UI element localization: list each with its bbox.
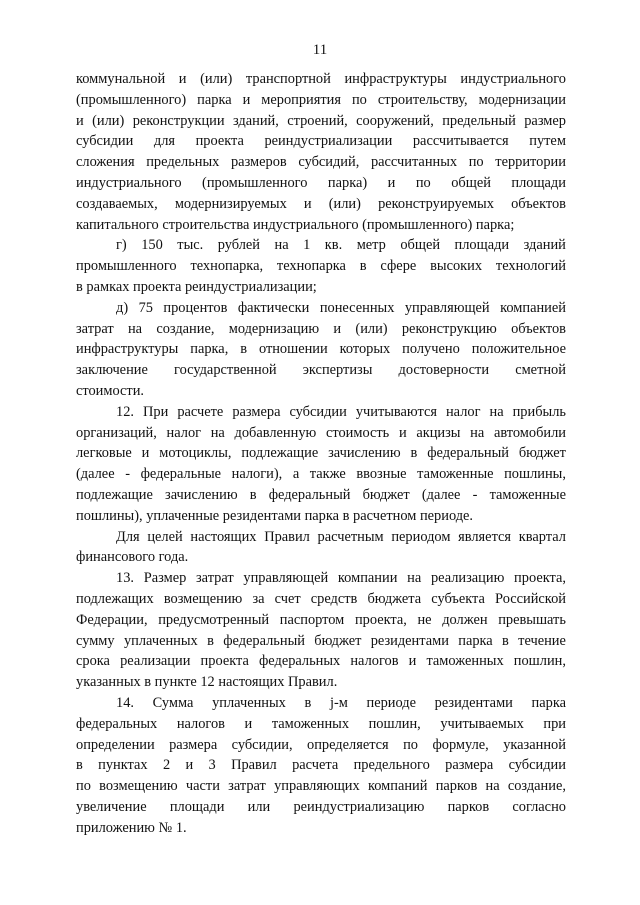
text-line: Федерации, предусмотренный паспортом проекта, не должен превышать: [76, 611, 566, 628]
text-line: срока реализации проекта федеральных налогов и таможенных пошлин,: [76, 653, 566, 670]
text-line: приложению № 1.: [76, 819, 187, 836]
text-line: 12. При расчете размера субсидии учитываются налог на прибыль: [116, 403, 566, 420]
paragraph: [76, 69, 566, 235]
text-line: и (или) реконструкции зданий, строений, сооружений, предельный размер: [76, 112, 566, 129]
paragraph: [76, 568, 566, 693]
text-line: промышленного технопарка, технопарка в сфере высоких технологий: [76, 258, 566, 275]
text-line: сумму уплаченных в федеральный бюджет резидентами парка в течение: [76, 632, 566, 649]
paragraph: [76, 693, 566, 839]
paragraph: [76, 402, 566, 527]
text-line: пошлины), уплаченные резидентами парка в расчетном периоде.: [76, 507, 474, 524]
text-line: затрат на создание, модернизацию и (или) реконструкцию объектов: [76, 320, 566, 337]
text-line: субсидии для проекта реиндустриализации рассчитывается путем: [76, 133, 566, 150]
text-line: по возмещению части затрат управляющих компаний парков на создание,: [76, 778, 566, 795]
text-line: организаций, налог на добавленную стоимость и акцизы на автомобили: [76, 424, 566, 441]
text-line: д) 75 процентов фактически понесенных управляющей компанией: [116, 299, 566, 316]
text-line: стоимости.: [76, 382, 145, 399]
paragraph: [76, 298, 566, 402]
text-line: коммунальной и (или) транспортной инфраструктуры индустриального: [76, 71, 566, 87]
text-line: сложения предельных размеров субсидий, рассчитанных по территории: [76, 154, 566, 171]
text-line: финансового года.: [76, 549, 189, 566]
text-line: (далее - федеральные налоги), а также ввозные таможенные пошлины,: [76, 466, 566, 483]
text-line: г) 150 тыс. рублей на 1 кв. метр общей площади зданий: [116, 237, 566, 254]
text-line: индустриального (промышленного парка) и по общей площади: [76, 174, 566, 191]
text-line: 13. Размер затрат управляющей компании на реализацию проекта,: [116, 570, 566, 587]
paragraph: [76, 235, 566, 297]
text-line: капитального строительства индустриального (промышленного) парка;: [76, 216, 515, 233]
page-number: 11: [312, 42, 328, 58]
text-line: в пунктах 2 и 3 Правил расчета предельного размера субсидии: [76, 757, 566, 774]
text-line: подлежащие зачислению в федеральный бюджет (далее - таможенные: [76, 486, 566, 503]
text-line: инфраструктуры парка, в отношении которых получено положительное: [76, 341, 566, 358]
text-line: увеличение площади или реиндустриализацию парков согласно: [76, 798, 566, 815]
text-line: определении размера субсидии, определяется по формуле, указанной: [76, 736, 566, 753]
text-line: федеральных налогов и таможенных пошлин, учитываемых при: [76, 715, 566, 732]
text-line: в рамках проекта реиндустриализации;: [76, 278, 317, 295]
text-line: Для целей настоящих Правил расчетным периодом является квартал: [116, 528, 566, 545]
text-line: создаваемых, модернизируемых и (или) реконструируемых объектов: [76, 195, 566, 212]
text-line: указанных в пункте 12 настоящих Правил.: [76, 674, 338, 691]
text-line: подлежащих возмещению за счет средств бюджета субъекта Российской: [76, 590, 566, 607]
text-line: (промышленного) парка и мероприятия по строительству, модернизации: [76, 91, 566, 108]
text-line: 14. Сумма уплаченных в j-м периоде резидентами парка: [116, 694, 566, 711]
text-line: заключение государственной экспертизы достоверности сметной: [76, 362, 566, 379]
document-body: [76, 69, 566, 838]
paragraph: [76, 527, 566, 569]
text-line: легковые и мотоциклы, подлежащие зачислению в федеральный бюджет: [76, 445, 566, 462]
